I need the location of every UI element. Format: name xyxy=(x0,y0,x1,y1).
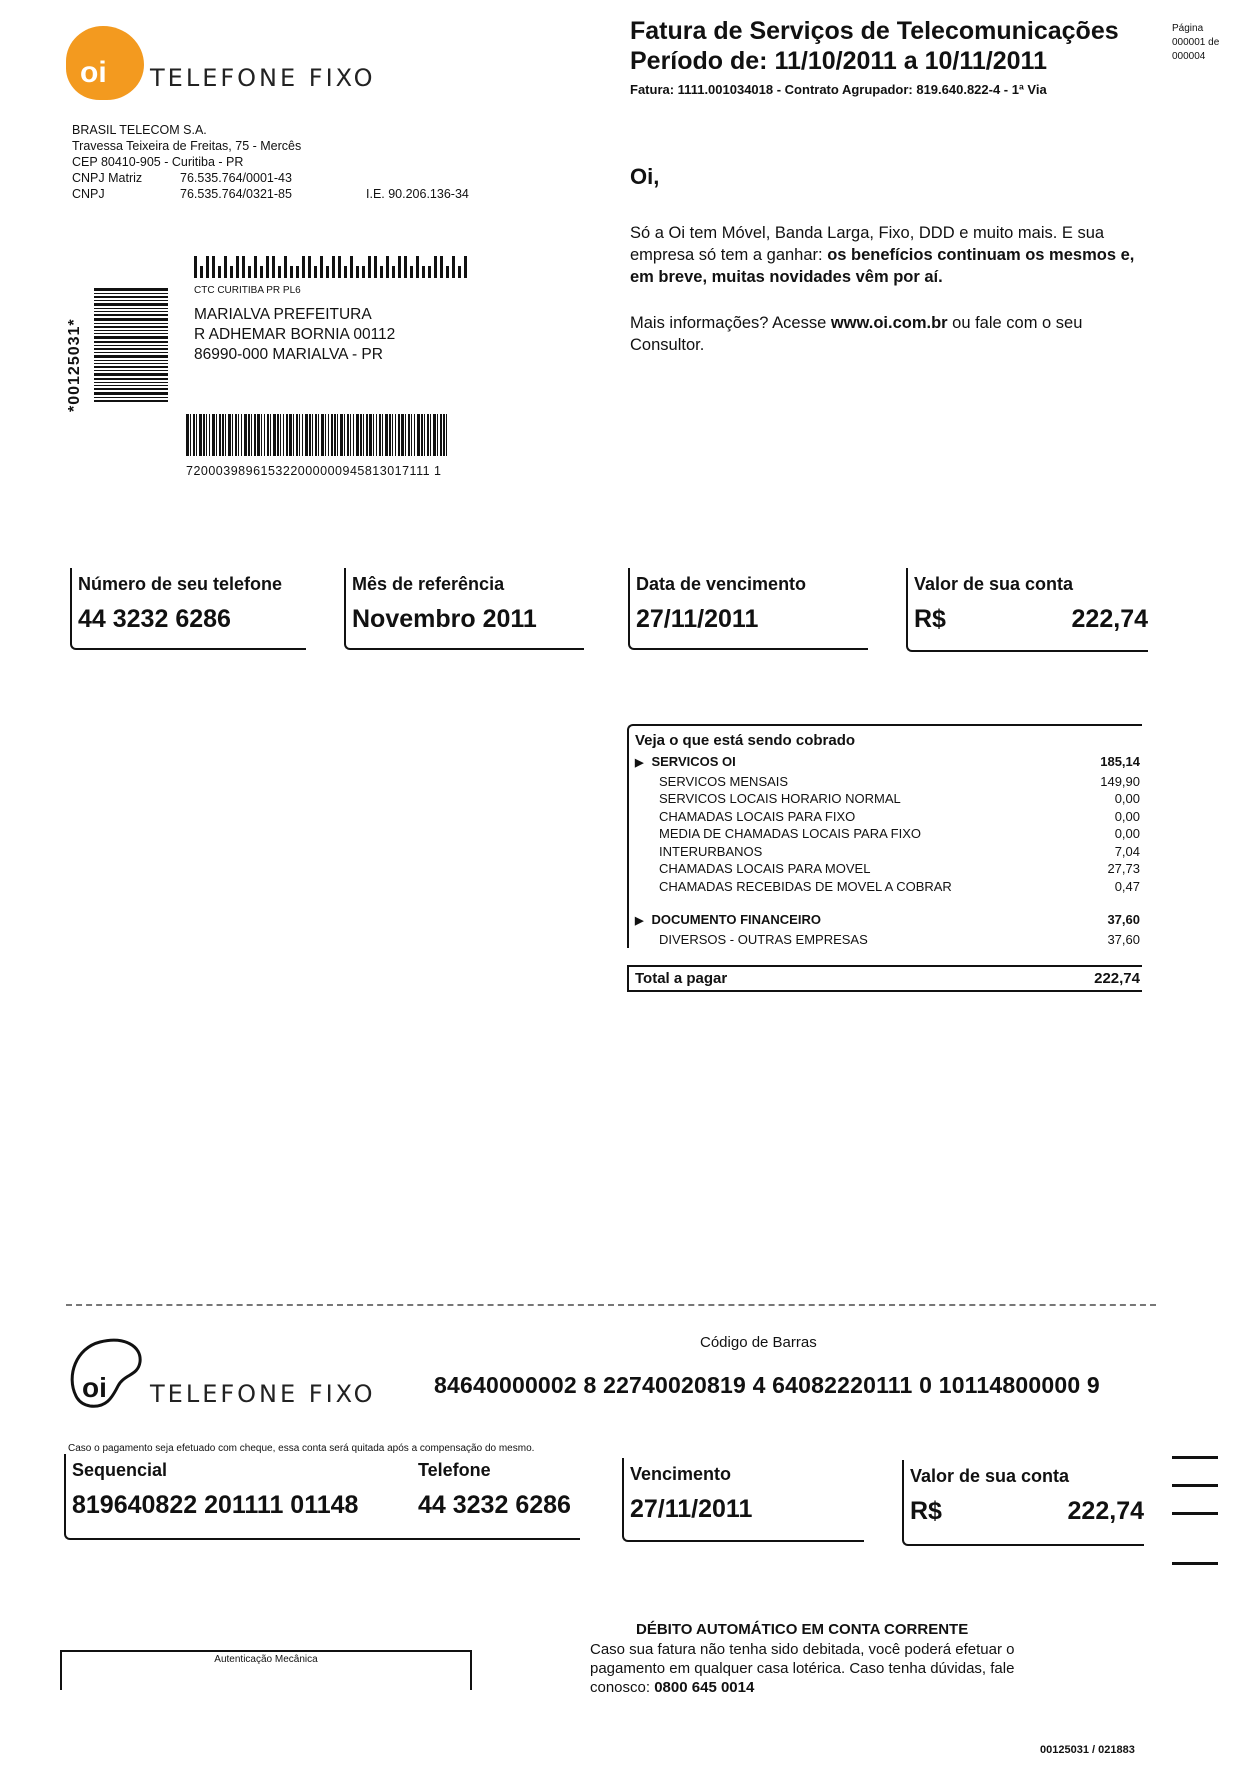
barcode-bar xyxy=(266,256,269,278)
invoice-title: Fatura de Serviços de Telecomunicações xyxy=(630,17,1119,45)
recipient-street: R ADHEMAR BORNIA 00112 xyxy=(194,326,396,343)
barcode-bar xyxy=(206,256,209,278)
barcode-bar xyxy=(325,414,326,456)
barcode-bar xyxy=(308,256,311,278)
barcode-bar xyxy=(428,266,431,278)
barcode-bar xyxy=(206,414,207,456)
charge-group-name: ▶ SERVICOS OI xyxy=(635,753,736,773)
phone-number-box xyxy=(70,568,306,650)
barcode-bar xyxy=(416,256,419,278)
recipient-city: 86990-000 MARIALVA - PR xyxy=(194,346,383,363)
barcode-bar xyxy=(368,256,371,278)
barcode-bar xyxy=(230,266,233,278)
barcode-bar xyxy=(94,300,168,301)
payslip-amount-box xyxy=(902,1460,1144,1546)
barcode-bar xyxy=(350,256,353,278)
barcode-bar xyxy=(315,414,317,456)
barcode-bar xyxy=(440,414,442,456)
cnpj-matriz: 76.535.764/0001-43 xyxy=(180,171,292,185)
barcode-digits: 84640000002 8 22740020819 4 64082220111 0 10114800000 9 xyxy=(434,1372,1100,1398)
barcode-bar xyxy=(94,308,168,309)
barcode-bar xyxy=(340,414,343,456)
currency: R$ xyxy=(914,605,946,633)
vertical-code: *00125031* xyxy=(66,318,83,412)
total-row xyxy=(627,965,1142,992)
payslip-due-value: 27/11/2011 xyxy=(630,1495,753,1523)
barcode-bar xyxy=(289,414,292,456)
barcode-bar xyxy=(94,360,168,361)
barcode-bar xyxy=(280,414,281,456)
barcode-bar xyxy=(284,256,287,278)
barcode-bar xyxy=(331,414,333,456)
barcode-bar xyxy=(314,266,317,278)
barcode-bar xyxy=(94,303,168,306)
barcode-bar xyxy=(430,414,431,456)
barcode-bar xyxy=(244,414,247,456)
barcode-bar xyxy=(296,266,299,278)
barcode-bar xyxy=(94,311,168,312)
barcode-bar xyxy=(363,414,364,456)
barcode-label: Código de Barras xyxy=(700,1334,817,1351)
barcode-bar xyxy=(94,326,168,328)
oi-logo-outline xyxy=(66,1336,146,1412)
amount-value: 222,74 xyxy=(1071,605,1148,633)
telephone-value: 44 3232 6286 xyxy=(418,1491,571,1519)
charge-item: DIVERSOS - OUTRAS EMPRESAS 37,60 xyxy=(659,931,1140,947)
barcode-bar xyxy=(228,414,231,456)
barcode-bar xyxy=(196,414,197,456)
charge-group-name: ▶ DOCUMENTO FINANCEIRO xyxy=(635,911,821,931)
barcode-bar xyxy=(405,414,406,456)
barcode-bar xyxy=(94,392,168,395)
barcode-bar xyxy=(190,414,191,456)
reference-month-value: Novembro 2011 xyxy=(352,605,537,633)
barcode-bar xyxy=(94,345,168,346)
barcode-bar xyxy=(94,336,168,339)
due-date-value: 27/11/2011 xyxy=(636,605,759,633)
barcode-bar xyxy=(328,414,329,456)
greeting: Oi, xyxy=(630,164,660,189)
barcode-bar xyxy=(94,352,168,353)
barcode-bar xyxy=(376,414,377,456)
sequence-phone-box xyxy=(64,1454,580,1540)
barcode-bar xyxy=(186,414,189,456)
barcode-bar xyxy=(334,414,336,456)
cnpj: 76.535.764/0321-85 xyxy=(180,187,292,201)
barcode-bar xyxy=(248,266,251,278)
barcode-bar xyxy=(94,363,168,364)
page-indicator xyxy=(1172,22,1219,64)
barcode-bar xyxy=(422,266,425,278)
barcode-bar xyxy=(94,385,168,386)
barcode-bar xyxy=(94,314,168,316)
mechanical-auth-box xyxy=(60,1650,472,1690)
barcode-bar xyxy=(338,256,341,278)
barcode-bar xyxy=(264,414,265,456)
barcode-bar xyxy=(437,414,438,456)
barcode-bar xyxy=(360,414,362,456)
barcode-bar xyxy=(219,414,221,456)
barcode-bar xyxy=(203,414,205,456)
barcode-bar xyxy=(94,318,168,321)
payslip-currency: R$ xyxy=(910,1497,942,1525)
barcode-bar xyxy=(254,414,256,456)
barcode-number: 720003989615322000000945813017111 1 xyxy=(186,464,442,478)
reference-month-label: Mês de referência xyxy=(352,574,505,594)
barcode-bar xyxy=(320,256,323,278)
barcode-bar xyxy=(236,256,239,278)
barcode-bar xyxy=(318,414,319,456)
invoice-period: Período de: 11/10/2011 a 10/11/2011 xyxy=(630,47,1047,75)
barcode-bar xyxy=(200,266,203,278)
barcode-bar xyxy=(302,414,303,456)
barcode-bar xyxy=(272,256,275,278)
barcode-bar xyxy=(218,266,221,278)
barcode-bar xyxy=(193,414,195,456)
barcode-bar xyxy=(94,288,168,291)
charge-group-value: 185,14 xyxy=(1100,754,1140,769)
barcode-bar xyxy=(232,414,233,456)
invoice-reference: Fatura: 1111.001034018 - Contrato Agrupador: 819.640.822-4 - 1ª Via xyxy=(630,82,1047,97)
barcode-bar xyxy=(464,256,467,278)
barcode-bar xyxy=(309,414,311,456)
barcode-bar xyxy=(379,414,381,456)
website-link[interactable]: www.oi.com.br xyxy=(830,314,948,332)
barcode-bar xyxy=(296,414,298,456)
barcode-bar xyxy=(366,414,368,456)
company-cep: CEP 80410-905 - Curitiba - PR xyxy=(72,155,244,169)
barcode-bar xyxy=(212,256,215,278)
barcode-bar xyxy=(392,414,393,456)
charge-group-financial xyxy=(629,911,1142,948)
barcode-bar xyxy=(389,414,391,456)
barcode-bar xyxy=(216,414,217,456)
barcode-bar xyxy=(94,323,168,324)
footer-code: 00125031 / 021883 xyxy=(1040,1744,1135,1756)
barcode-bar xyxy=(395,414,396,456)
barcode-bar xyxy=(278,266,281,278)
phone-number-label: Número de seu telefone xyxy=(78,574,283,594)
routing-code: CTC CURITIBA PR PL6 xyxy=(194,285,301,296)
barcode-bar xyxy=(194,256,197,278)
recipient-name: MARIALVA PREFEITURA xyxy=(194,306,372,323)
debit-text: Caso sua fatura não tenha sido debitada, você poderá efetuar o pagamento em qualquer casa lotérica. Caso tenha dúvidas, fale conosco: xyxy=(590,1641,1015,1696)
cnpj-matriz-label: CNPJ Matriz xyxy=(72,171,143,185)
page-label: Página xyxy=(1172,23,1204,34)
barcode-bar xyxy=(421,414,423,456)
barcode-bar xyxy=(350,414,351,456)
logo-text: oi xyxy=(80,56,107,89)
barcode-bar xyxy=(242,256,245,278)
barcode-bar xyxy=(286,414,288,456)
barcode-bar xyxy=(434,256,437,278)
barcode-bar xyxy=(94,382,168,383)
barcode-bar xyxy=(225,414,226,456)
barcode-bar xyxy=(261,414,262,456)
barcode-bar xyxy=(94,333,168,334)
promo-paragraph xyxy=(630,222,1150,288)
page-number: 000001 de xyxy=(1172,37,1220,48)
charge-item: CHAMADAS LOCAIS PARA MOVEL 27,73 xyxy=(659,861,1140,876)
barcode-bar xyxy=(199,414,202,456)
barcode-bar xyxy=(356,266,359,278)
payslip-amount-label: Valor de sua conta xyxy=(910,1466,1070,1486)
barcode-bar xyxy=(312,414,313,456)
telephone-label: Telefone xyxy=(418,1460,491,1480)
charge-group-value: 37,60 xyxy=(1107,912,1140,927)
total-label: Total a pagar xyxy=(635,970,728,987)
cut-line xyxy=(66,1304,1156,1306)
info-paragraph xyxy=(630,312,1150,356)
charge-item: MEDIA DE CHAMADAS LOCAIS PARA FIXO 0,00 xyxy=(659,826,1140,841)
barcode-bar xyxy=(299,414,300,456)
phone-number-value: 44 3232 6286 xyxy=(78,605,231,633)
barcode-bar xyxy=(251,414,252,456)
barcode-bar xyxy=(332,256,335,278)
barcode-bar xyxy=(347,414,349,456)
barcode-bar xyxy=(356,414,359,456)
barcode-bar xyxy=(424,414,425,456)
barcode-bar xyxy=(94,341,168,343)
charges-table xyxy=(627,724,1142,948)
logo-text: oi xyxy=(82,1372,107,1403)
barcode-bar xyxy=(446,266,449,278)
charges-title: Veja o que está sendo cobrado xyxy=(635,732,856,749)
barcode-bar xyxy=(94,330,168,331)
state-registration: I.E. 90.206.136-34 xyxy=(366,187,469,201)
barcode-bar xyxy=(94,296,168,298)
debit-title: DÉBITO AUTOMÁTICO EM CONTA CORRENTE xyxy=(636,1621,969,1638)
barcode-bar xyxy=(283,414,284,456)
sequence-label: Sequencial xyxy=(72,1460,168,1480)
barcode-bar xyxy=(385,414,388,456)
barcode-bar xyxy=(382,414,383,456)
mechanical-auth-label: Autenticação Mecânica xyxy=(214,1654,318,1665)
barcode-bar xyxy=(404,256,407,278)
barcode-bar xyxy=(94,373,168,376)
barcode-bar xyxy=(414,414,415,456)
barcode-bar xyxy=(222,414,224,456)
charge-item: CHAMADAS LOCAIS PARA FIXO 0,00 xyxy=(659,808,1140,824)
barcode-bar xyxy=(241,414,242,456)
barcode-bar xyxy=(302,256,305,278)
reference-month-box xyxy=(344,568,584,650)
brand-name: TELEFONE FIXO xyxy=(150,64,376,92)
barcode-bar xyxy=(408,414,410,456)
barcode-bar xyxy=(427,414,429,456)
barcode-bar xyxy=(411,414,412,456)
barcode-bar xyxy=(277,414,279,456)
barcode-bar xyxy=(386,256,389,278)
promo-highlight: os benefícios continuam os mesmos e, em breve, muitas novidades vêm por aí. xyxy=(630,246,1135,286)
barcode-bar xyxy=(290,266,293,278)
barcode-bar xyxy=(398,256,401,278)
barcode-bar xyxy=(224,256,227,278)
barcode-bar xyxy=(305,414,308,456)
charge-item: CHAMADAS RECEBIDAS DE MOVEL A COBRAR 0,47 xyxy=(659,878,1140,894)
document-barcode xyxy=(186,414,449,456)
barcode-bar xyxy=(94,348,168,350)
support-phone: 0800 645 0014 xyxy=(654,1679,755,1696)
barcode-bar xyxy=(458,266,461,278)
barcode-bar xyxy=(257,414,260,456)
barcode-bar xyxy=(446,414,447,456)
page-total: 000004 xyxy=(1172,51,1206,62)
barcode-bar xyxy=(326,266,329,278)
company-name: BRASIL TELECOM S.A. xyxy=(72,123,207,137)
barcode-bar xyxy=(374,256,377,278)
barcode-bar xyxy=(417,414,420,456)
charge-group-services xyxy=(629,753,1142,895)
payslip-due-label: Vencimento xyxy=(630,1464,732,1484)
vertical-barcode xyxy=(94,288,168,412)
barcode-bar xyxy=(212,414,215,456)
amount-label: Valor de sua conta xyxy=(914,574,1074,594)
cnpj-label: CNPJ xyxy=(72,187,105,201)
barcode-bar xyxy=(433,414,436,456)
due-date-box xyxy=(628,568,868,650)
charge-item: INTERURBANOS 7,04 xyxy=(659,843,1140,859)
promo-text: Só a Oi tem Móvel, Banda Larga, Fixo, DDD e muito mais. E sua empresa só tem a ganhar: xyxy=(630,224,1105,264)
barcode-bar xyxy=(94,400,168,402)
barcode-bar xyxy=(373,414,374,456)
sequence-value: 819640822 201111 01148 xyxy=(72,1491,359,1519)
barcode-bar xyxy=(398,414,400,456)
debit-text-block xyxy=(590,1640,1050,1697)
barcode-bar xyxy=(209,414,210,456)
payslip-due-box xyxy=(622,1458,864,1542)
barcode-bar xyxy=(353,414,354,456)
barcode-bar xyxy=(380,266,383,278)
recipient-address xyxy=(194,305,395,365)
postal-barcode xyxy=(194,254,470,278)
barcode-bar xyxy=(273,414,276,456)
barcode-bar xyxy=(94,378,168,380)
company-info xyxy=(72,122,469,202)
barcode-bar xyxy=(238,414,239,456)
barcode-bar xyxy=(293,414,294,456)
barcode-bar xyxy=(443,414,445,456)
barcode-bar xyxy=(392,266,395,278)
barcode-bar xyxy=(267,414,269,456)
invoice-header xyxy=(630,16,1119,97)
info-text-end: ou fale com o seu Consultor. xyxy=(630,314,1083,354)
barcode-bar xyxy=(260,266,263,278)
barcode-bar xyxy=(410,266,413,278)
barcode-bar xyxy=(344,266,347,278)
due-date-label: Data de vencimento xyxy=(636,574,807,594)
barcode-bar xyxy=(94,355,168,358)
barcode-bar xyxy=(369,414,372,456)
oi-logo xyxy=(66,26,146,104)
barcode-bar xyxy=(321,414,324,456)
barcode-bar xyxy=(337,414,338,456)
payslip-amount-value: 222,74 xyxy=(1067,1497,1144,1525)
charge-item: SERVICOS MENSAIS 149,90 xyxy=(659,773,1140,789)
payslip-brand: TELEFONE FIXO xyxy=(150,1380,376,1408)
cheque-note: Caso o pagamento seja efetuado com cheque, essa conta será quitada após a compensação do mesmo. xyxy=(68,1443,535,1454)
barcode-bar xyxy=(401,414,404,456)
amount-box xyxy=(906,568,1148,652)
barcode-bar xyxy=(344,414,345,456)
barcode-bar xyxy=(254,256,257,278)
barcode-bar xyxy=(362,266,365,278)
company-address: Travessa Teixeira de Freitas, 75 - Mercês xyxy=(72,139,302,153)
barcode-bar xyxy=(94,388,168,390)
barcode-bar xyxy=(235,414,237,456)
charge-item: SERVICOS LOCAIS HORARIO NORMAL 0,00 xyxy=(659,791,1140,806)
total-value: 222,74 xyxy=(1094,970,1140,987)
barcode-bar xyxy=(94,370,168,371)
barcode-bar xyxy=(94,293,168,294)
barcode-bar xyxy=(440,256,443,278)
barcode-bar xyxy=(248,414,250,456)
barcode-bar xyxy=(94,366,168,368)
barcode-bar xyxy=(94,397,168,398)
info-text: Mais informações? Acesse xyxy=(630,314,831,332)
barcode-bar xyxy=(270,414,271,456)
barcode-bar xyxy=(452,256,455,278)
